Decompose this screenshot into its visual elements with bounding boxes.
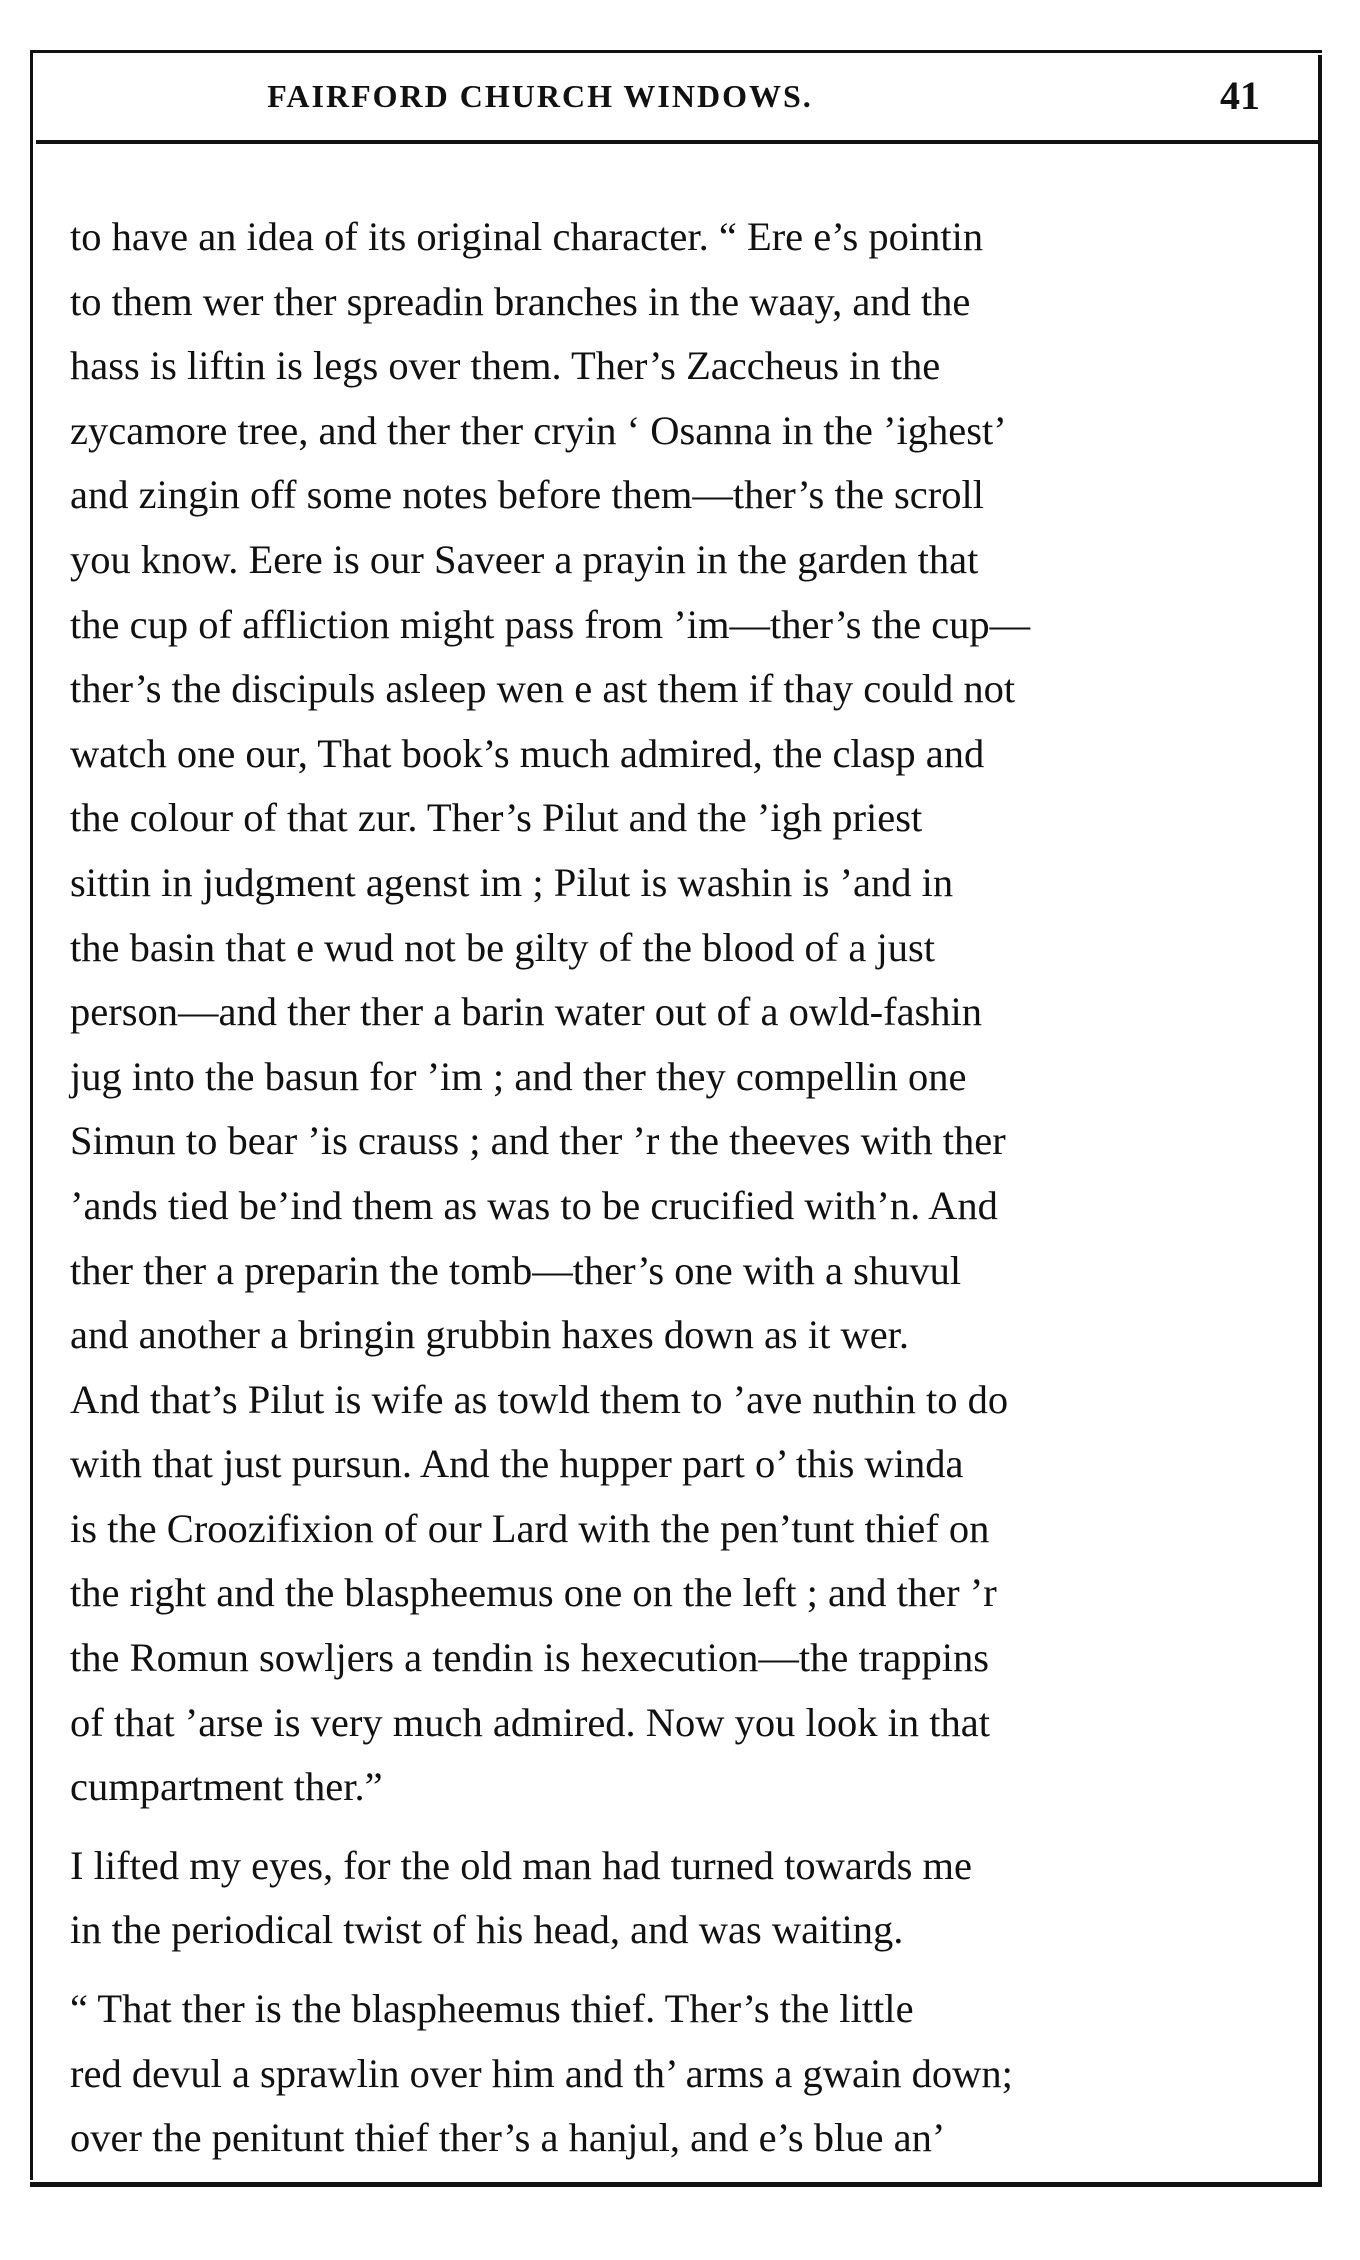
text-line: hass is liftin is legs over them. Ther’s Zaccheus in the (70, 343, 941, 389)
header-rule (36, 140, 1322, 144)
running-title: FAIRFORD CHURCH WINDOWS. (267, 78, 813, 114)
text-line: of that ’arse is very much admired. Now you look in that (70, 1699, 991, 1745)
paragraph (70, 205, 1290, 1820)
text-line: the cup of affliction might pass from ’im—ther’s the cup— (70, 601, 1031, 647)
text-line: over the penitunt thief ther’s a hanjul, and e’s blue an’ (70, 2115, 946, 2161)
paragraph (70, 1977, 1290, 2171)
text-line: “ That ther is the blaspheemus thief. Ther’s the little (70, 1986, 914, 2032)
text-line: you know. Eere is our Saveer a prayin in the garden that (70, 536, 979, 582)
text-line: ’ands tied be’ind them as was to be crucified with’n. And (70, 1182, 998, 1228)
text-line: I lifted my eyes, for the old man had turned towards me (70, 1842, 972, 1888)
text-line: sittin in judgment agenst im ; Pilut is washin is ’and in (70, 859, 954, 905)
page-border-right (1318, 55, 1322, 2185)
text-line: with that just pursun. And the hupper part o’ this winda (70, 1441, 964, 1487)
page-border-left (30, 50, 33, 2180)
text-line: person—and ther ther a barin water out of a owld-fashin (70, 989, 983, 1035)
text-line: the basin that e wud not be gilty of the blood of a just (70, 924, 935, 970)
text-line: ther’s the discipuls asleep wen e ast them if thay could not (70, 666, 1016, 712)
text-line: And that’s Pilut is wife as towld them to ’ave nuthin to do (70, 1376, 1009, 1422)
text-line: to have an idea of its original character. “ Ere e’s pointin (70, 214, 984, 259)
text-line: and another a bringin grubbin haxes down as it wer. (70, 1312, 910, 1358)
text-line: ther ther a preparin the tomb—ther’s one with a shuvul (70, 1247, 962, 1293)
text-line: Simun to bear ’is crauss ; and ther ’r the theeves with ther (70, 1118, 1006, 1164)
text-line: the right and the blaspheemus one on the left ; and ther ’r (70, 1570, 997, 1616)
text-line: red devul a sprawlin over him and th’ arms a gwain down; (70, 2050, 1013, 2096)
text-line: to them wer ther spreadin branches in the waay, and the (70, 278, 971, 324)
paragraph (70, 1834, 1290, 1963)
page-number: 41 (1220, 73, 1260, 118)
body-text (70, 205, 1290, 2171)
top-border-rule (30, 50, 1322, 53)
text-line: the colour of that zur. Ther’s Pilut and the ’igh priest (70, 795, 923, 841)
text-line: watch one our, That book’s much admired, the clasp and (70, 730, 985, 776)
text-line: the Romun sowljers a tendin is hexecution—the trappins (70, 1635, 989, 1681)
text-line: in the periodical twist of his head, and was waiting. (70, 1907, 904, 1953)
bottom-border-rule (30, 2182, 1322, 2187)
text-line: zycamore tree, and ther ther cryin ‘ Osanna in the ’ighest’ (70, 407, 1007, 453)
text-line: jug into the basun for ’im ; and ther they compellin one (70, 1053, 967, 1099)
text-line: and zingin off some notes before them—ther’s the scroll (70, 472, 985, 518)
text-line: cumpartment ther.” (70, 1764, 383, 1810)
text-line: is the Croozifixion of our Lard with the pen’tunt thief on (70, 1505, 990, 1551)
